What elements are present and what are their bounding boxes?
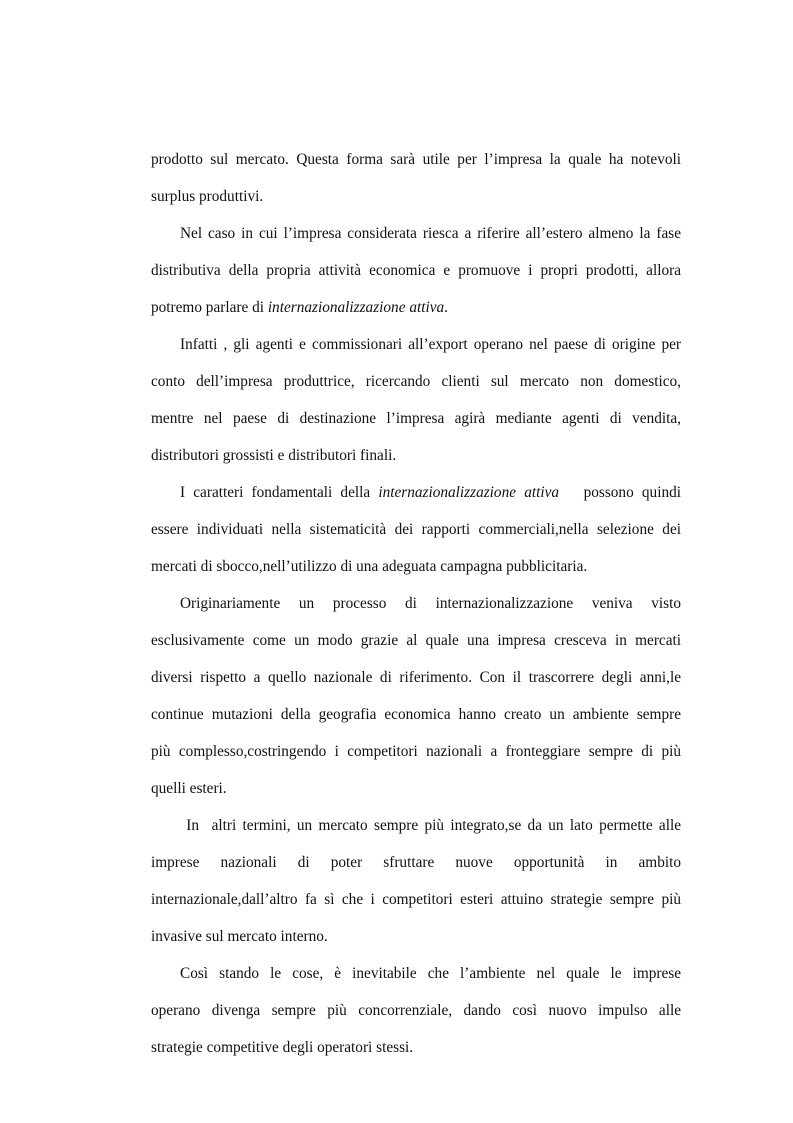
text-line: operano divenga sempre più concorrenziale, dando così nuovo impulso alle (151, 1002, 681, 1019)
text-line: Così stando le cose, è inevitabile che l’ambiente nel quale le imprese (180, 965, 681, 982)
text-line: esclusivamente come un modo grazie al quale una impresa cresceva in mercati (151, 632, 681, 649)
text-line: più complesso,costringendo i competitori nazionali a fronteggiare sempre di più (151, 743, 681, 760)
text-line: Originariamente un processo di internazionalizzazione veniva visto (180, 595, 681, 612)
text-line: mentre nel paese di destinazione l’impresa agirà mediante agenti di vendita, (151, 410, 681, 427)
text-line: mercati di sbocco,nell’utilizzo di una adeguata campagna pubblicitaria. (151, 558, 588, 575)
paragraph-3 (151, 326, 681, 474)
text-line: internazionale,dall’altro fa sì che i competitori esteri attuino strategie sempre più (151, 891, 681, 908)
italic-term: internazionalizzazione attiva (267, 299, 445, 316)
text-line: conto dell’impresa produttrice, ricercando clienti sul mercato non domestico, (151, 373, 681, 390)
text-line: quelli esteri. (151, 780, 227, 797)
text-line (151, 289, 681, 326)
paragraph-5 (151, 585, 681, 807)
text-run: I caratteri fondamentali della (180, 484, 379, 501)
text-line: distributori grossisti e distributori finali. (151, 447, 397, 464)
text-run: possono quindi (559, 484, 682, 501)
text-line: distributiva della propria attività economica e promuove i propri prodotti, allora (151, 262, 681, 279)
paragraph-1 (151, 141, 681, 215)
text-line: essere individuati nella sistematicità dei rapporti commerciali,nella selezione dei (151, 521, 681, 538)
text-line: strategie competitive degli operatori stessi. (151, 1039, 414, 1056)
paragraph-4 (151, 474, 681, 585)
text-line: diversi rispetto a quello nazionale di riferimento. Con il trascorrere degli anni,le (151, 669, 681, 686)
paragraph-7 (151, 955, 681, 1066)
italic-term: internazionalizzazione attiva (378, 484, 560, 501)
text-line: surplus produttivi. (151, 188, 264, 205)
paragraph-2 (151, 215, 681, 326)
text-run: potremo parlare di (151, 299, 268, 316)
text-run: . (444, 299, 448, 316)
text-line (151, 474, 681, 511)
text-line: imprese nazionali di poter sfruttare nuove opportunità in ambito (151, 854, 681, 871)
text-line: prodotto sul mercato. Questa forma sarà utile per l’impresa la quale ha notevoli (151, 151, 681, 168)
text-line: continue mutazioni della geografia economica hanno creato un ambiente sempre (151, 706, 681, 723)
paragraph-6 (151, 807, 681, 955)
body-text (151, 141, 681, 1066)
text-line: In altri termini, un mercato sempre più integrato,se da un lato permette alle (180, 817, 681, 834)
text-line: Infatti , gli agenti e commissionari all’export operano nel paese di origine per (180, 336, 681, 353)
text-line: Nel caso in cui l’impresa considerata riesca a riferire all’estero almeno la fase (180, 225, 681, 242)
text-line: invasive sul mercato interno. (151, 928, 328, 945)
